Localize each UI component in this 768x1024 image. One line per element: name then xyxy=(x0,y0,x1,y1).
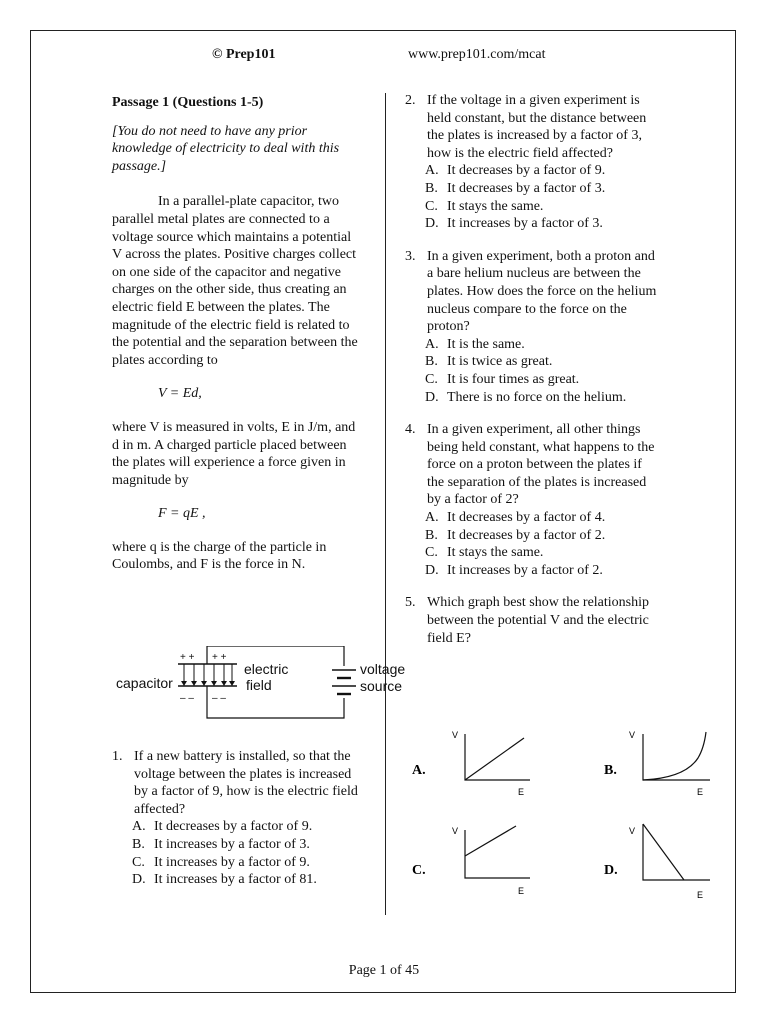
left-column xyxy=(112,94,362,590)
option-text: It increases by a factor of 81. xyxy=(154,872,317,888)
y-axis-label: V xyxy=(452,730,459,740)
question-text: If the voltage in a given experiment is held constant, but the distance between the plates is increased by a factor of 3, how is the electric field affected? xyxy=(427,93,647,161)
answer-option[interactable] xyxy=(405,371,660,389)
answer-option[interactable] xyxy=(405,353,660,371)
option-letter: A. xyxy=(425,163,439,179)
graph-axes xyxy=(643,824,710,880)
answer-option[interactable] xyxy=(112,871,362,889)
equation-force: F = qE , xyxy=(158,506,206,522)
x-axis-label: E xyxy=(518,886,525,896)
electric-field-label-2: field xyxy=(246,677,272,693)
question-number: 4. xyxy=(405,422,416,438)
option-letter: C. xyxy=(132,854,145,870)
column-divider xyxy=(385,93,386,915)
answer-options xyxy=(405,509,660,579)
option-letter: D. xyxy=(425,216,439,232)
answer-option[interactable] xyxy=(405,509,660,527)
option-text: It increases by a factor of 2. xyxy=(447,562,603,578)
x-axis-label: E xyxy=(518,787,525,797)
answer-option[interactable] xyxy=(405,162,660,180)
minus-charges-1: – – xyxy=(180,693,194,704)
option-text: It is four times as great. xyxy=(447,371,580,387)
question-number: 1. xyxy=(112,749,123,764)
capacitor-label: capacitor xyxy=(116,675,173,691)
question-text: If a new battery is installed, so that the voltage between the plates is increased by a factor of 9, how is the electric field affected? xyxy=(134,749,358,817)
answer-option[interactable] xyxy=(405,562,660,580)
question-stem xyxy=(405,248,660,336)
passage-paragraph-1: In a parallel-plate capacitor, two parallel metal plates are connected to a voltage source which maintains a potential V across the plates. Positive charges collect on one side of the capacitor and negative charges on the other side, thus creating an electric field E between the plates. The magnitude of the electric field is related to the potential and the separation between the plates according to xyxy=(112,194,358,368)
page-number: Page 1 of 45 xyxy=(348,963,420,978)
plus-charges-2: + + xyxy=(212,652,227,663)
answer-option[interactable] xyxy=(405,544,660,562)
circuit-wire-bottom xyxy=(207,686,344,718)
header-url: www.prep101.com/mcat xyxy=(408,47,546,62)
plus-charges-1: + + xyxy=(180,652,195,663)
question-stem xyxy=(405,421,660,509)
question-1 xyxy=(112,748,362,904)
graph-options xyxy=(400,720,730,910)
minus-charges-2: – – xyxy=(212,693,226,704)
passage-title: Passage 1 (Questions 1-5) xyxy=(112,95,264,110)
option-letter: A. xyxy=(425,510,439,526)
answer-options xyxy=(405,162,660,232)
option-letter: B. xyxy=(425,527,438,543)
option-letter: A. xyxy=(425,336,439,352)
answer-option[interactable] xyxy=(112,836,362,854)
answer-option[interactable] xyxy=(405,389,660,407)
question-number: 3. xyxy=(405,248,416,264)
passage-note: [You do not need to have any prior knowledge of electricity to deal with this passage.] xyxy=(112,123,340,174)
battery-symbol xyxy=(332,670,356,694)
option-letter: B. xyxy=(132,836,145,852)
option-text: It increases by a factor of 9. xyxy=(154,854,310,870)
option-text: It decreases by a factor of 9. xyxy=(154,819,313,835)
answer-option[interactable] xyxy=(405,198,660,216)
header-brand: © Prep101 xyxy=(212,47,276,62)
answer-options xyxy=(112,818,362,888)
passage-paragraph-3: where q is the charge of the particle in Coulombs, and F is the force in N. xyxy=(112,539,327,573)
option-letter: A. xyxy=(132,819,146,835)
question-4 xyxy=(405,421,660,579)
graph-label-c: C. xyxy=(412,863,426,878)
option-text: It decreases by a factor of 3. xyxy=(447,180,606,196)
question-text: In a given experiment, all other things being held constant, what happens to the force on a proton between the plates if the separation of the plates is increased by a factor of 2? xyxy=(427,422,655,508)
y-axis-label: V xyxy=(629,730,636,740)
answer-option[interactable] xyxy=(112,854,362,872)
option-text: It decreases by a factor of 2. xyxy=(447,527,606,543)
option-text: It decreases by a factor of 9. xyxy=(447,163,606,179)
answer-option[interactable] xyxy=(405,180,660,198)
graph-curve-exponential xyxy=(643,732,706,780)
option-text: There is no force on the helium. xyxy=(447,389,627,405)
option-text: It stays the same. xyxy=(447,198,544,214)
graph-option-b[interactable] xyxy=(604,730,710,797)
right-column xyxy=(405,92,660,647)
option-text: It decreases by a factor of 4. xyxy=(447,510,606,526)
question-3 xyxy=(405,248,660,406)
question-text: Which graph best show the relationship between the potential V and the electric field E? xyxy=(427,595,650,646)
question-2 xyxy=(405,92,660,233)
y-axis-label: V xyxy=(629,826,636,836)
option-text: It stays the same. xyxy=(447,545,544,561)
option-text: It increases by a factor of 3. xyxy=(447,216,603,232)
option-letter: B. xyxy=(425,354,438,370)
graph-axes xyxy=(643,734,710,780)
answer-option[interactable] xyxy=(112,818,362,836)
question-stem xyxy=(405,92,660,162)
passage-paragraph-2: where V is measured in volts, E in J/m, and d in m. A charged particle placed between the plates will experience a force given in magnitude by xyxy=(112,419,356,488)
x-axis-label: E xyxy=(697,890,704,900)
graph-label-a: A. xyxy=(412,763,426,778)
option-text: It is twice as great. xyxy=(447,354,553,370)
graph-curve-linear xyxy=(465,738,524,780)
option-text: It increases by a factor of 3. xyxy=(154,836,310,852)
voltage-source-label-1: voltage xyxy=(360,661,406,677)
graph-option-a[interactable] xyxy=(412,730,530,797)
equation-voltage: V = Ed, xyxy=(158,386,202,402)
option-letter: D. xyxy=(425,389,439,405)
y-axis-label: V xyxy=(452,826,459,836)
question-stem xyxy=(112,748,362,818)
question-text: In a given experiment, both a proton and a bare helium nucleus are between the plates. How does the force on the helium nucleus compare to the force on the proton? xyxy=(427,248,657,335)
option-letter: D. xyxy=(425,562,439,578)
capacitor-circuit-diagram xyxy=(112,646,410,726)
question-number: 5. xyxy=(405,595,416,611)
answer-option[interactable] xyxy=(405,527,660,545)
graph-option-d[interactable] xyxy=(604,824,710,900)
graph-option-c[interactable] xyxy=(412,826,530,896)
question-stem xyxy=(405,594,660,647)
option-letter: C. xyxy=(425,545,438,561)
answer-option[interactable] xyxy=(405,336,660,354)
option-text: It is the same. xyxy=(447,336,525,352)
graph-label-d: D. xyxy=(604,863,618,878)
answer-option[interactable] xyxy=(405,215,660,233)
answer-options xyxy=(405,336,660,406)
option-letter: C. xyxy=(425,371,438,387)
question-5 xyxy=(405,594,660,647)
graph-label-b: B. xyxy=(604,763,617,778)
field-arrowheads xyxy=(181,681,235,686)
option-letter: B. xyxy=(425,180,438,196)
question-number: 2. xyxy=(405,93,416,108)
option-letter: D. xyxy=(132,872,146,888)
graph-curve-decreasing xyxy=(643,824,684,880)
electric-field-label-1: electric xyxy=(244,661,289,677)
voltage-source-label-2: source xyxy=(360,678,403,694)
graph-curve-linear-offset xyxy=(465,826,516,856)
x-axis-label: E xyxy=(697,787,704,797)
option-letter: C. xyxy=(425,198,438,214)
